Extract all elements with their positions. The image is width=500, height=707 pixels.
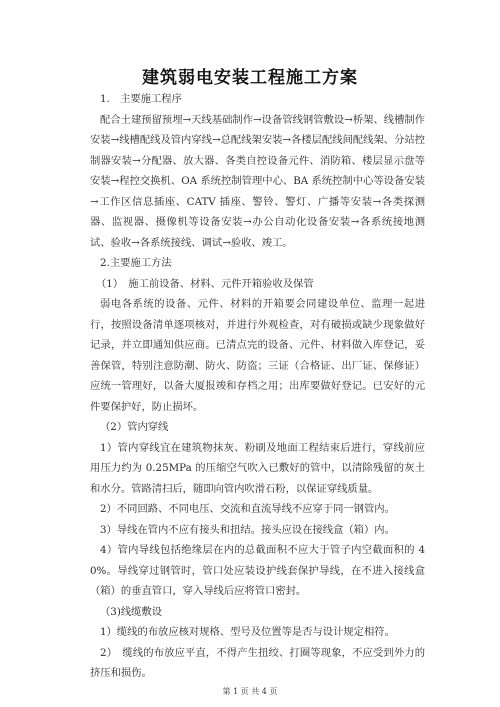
paragraph-construction-sequence: 配合土建预留预埋→天线基础制作→设备管线钢管敷设→桥架、线槽制作安装→线槽配线及管内穿线→总配线架安装→各楼层配线间配线架、分站控制器安装→分配器、放大器、各类自控设备元件、消防箱、楼层显示盘等安装→程控交换机、OA 系统控制管理中心、BA 系统控制中心等设备安装→工作区信息插座、CATV 插座、警铃、警灯、广播等安装→各类探测器、监视器、摄像机等设备安装→办公自动化设备安装→各系统接地测试、验收→各系统接线、调试→验收、竣工。	[90, 113, 425, 249]
document-title: 建筑弱电安装工程施工方案	[142, 68, 358, 88]
list-item-wiring-4: 4）管内导线包括绝缘层在内的总截面积不应大于管子内空截面积的 40%。导线穿过钢管时，管口处应装设护线套保护导线，在不进入接线盒（箱）的垂直管口，穿入导线后应将管口密封。	[90, 544, 425, 597]
list-item-wiring-3: 3）导线在管内不应有接头和扭结。接头应设在接线盒（箱）内。	[100, 523, 395, 536]
list-item-wiring-1: 1）管内穿线宜在建筑物抹灰、粉刷及地面工程结束后进行，穿线前应用压力约为 0.25MPa 的压缩空气吹入已敷好的管中，以清除残留的灰土和水分。管路清扫后，随即向管内吹滑石粉，以保证穿线质量。	[90, 441, 425, 495]
section-heading-2: 2.主要施工方法	[100, 257, 172, 269]
list-item-wiring-2: 2）不同回路、不同电压、交流和直流导线不应穿于同一钢管内。	[100, 503, 395, 515]
subsection-heading-3: （3)线缆敷设	[100, 605, 163, 618]
section-heading-1: 1. 主要施工程序	[100, 93, 182, 105]
list-item-cabling-2: 2） 缆线的布放应平直，不得产生扭绞、打圈等现象，不应受到外力的挤压和损伤。	[90, 646, 425, 679]
subsection-heading-1: （1） 施工前设备、材料、元件开箱验收及保管	[96, 277, 314, 290]
document-body	[90, 89, 425, 684]
list-item-cabling-1: 1）缆线的布放应核对规格、型号及位置等是否与设计规定相符。	[100, 626, 395, 638]
page-footer: 第 1 页 共 4 页	[222, 687, 278, 696]
subsection-heading-2: （2）管内穿线	[100, 421, 169, 433]
paragraph-inspection-storage: 弱电各系统的设备、元件、材料的开箱要会同建设单位、监理一起进行，按照设备清单逐项核对，并进行外观检查，对有破损或缺少现象做好记录，并立即通知供应商。已清点完的设备、元件、材料做入库登记，妥善保管，特别注意防潮、防火、防盗；三证（合格证、出厂证、保修证）应统一管理好，以备大厦报竣和存档之用；出库要做好登记。已安好的元件要保护好，防止损坏。	[90, 298, 425, 413]
